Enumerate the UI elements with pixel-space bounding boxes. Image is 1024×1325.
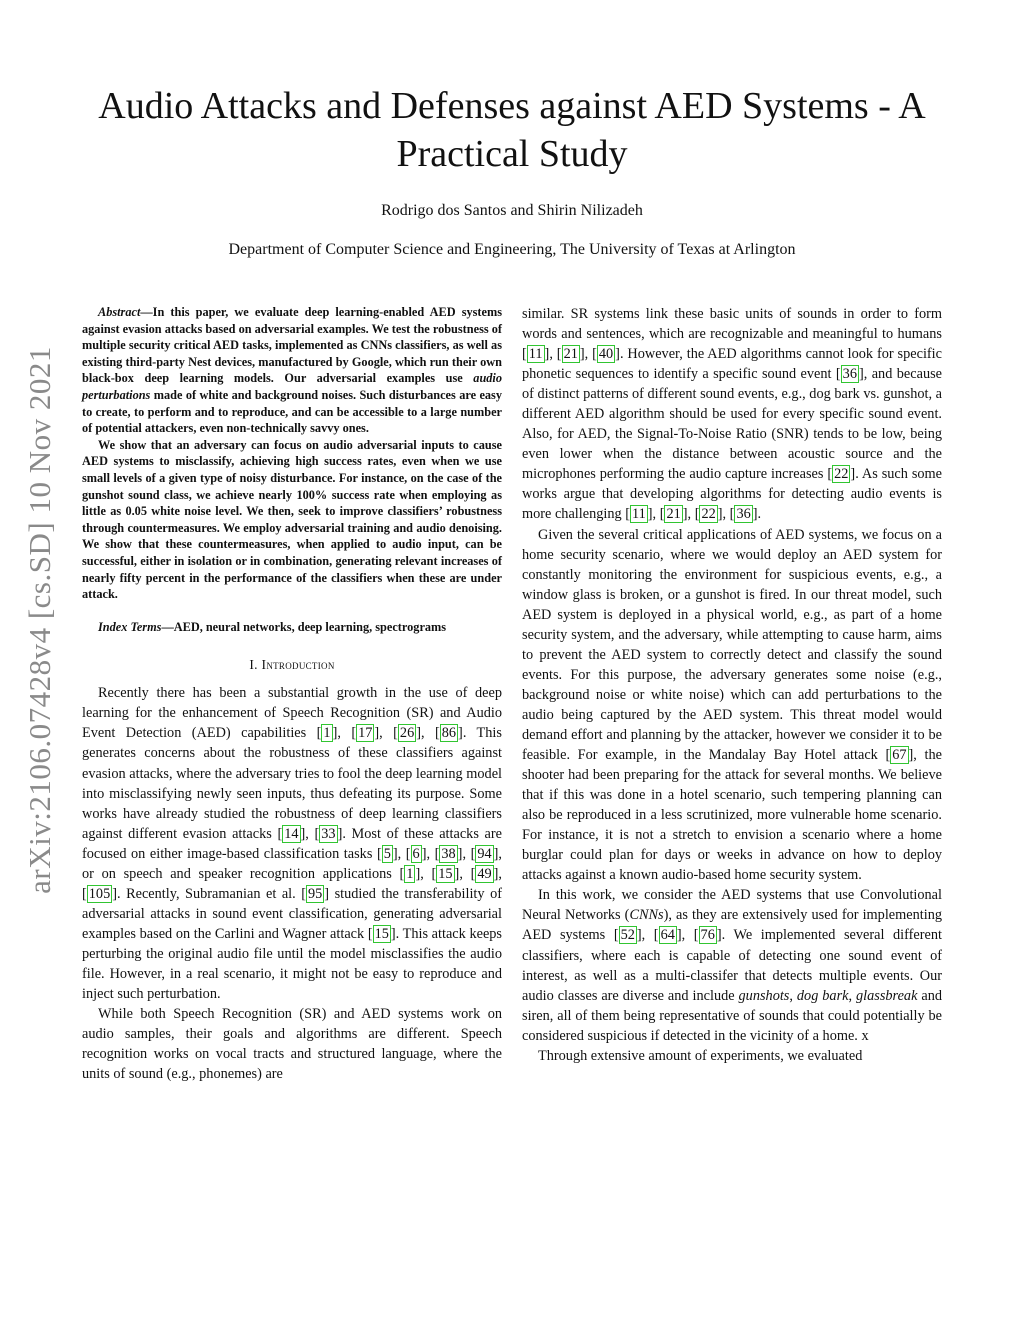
abstract-text-2: made of white and background noises. Such disturbances are easy to create, to perform and to reproduce, and can be accessible to a large number of potential attackers, even non-technically savvy ones.	[82, 387, 502, 436]
citation-link[interactable]: 15	[438, 865, 453, 882]
citation-link[interactable]: 11	[632, 506, 646, 523]
citation-link[interactable]: 33	[321, 825, 336, 842]
abstract-label: Abstract	[98, 305, 141, 319]
right-column	[522, 304, 942, 1066]
citation-link[interactable]: 11	[528, 346, 543, 363]
citation-link[interactable]: 105	[88, 885, 111, 902]
intro-paragraph-5: In this work, we consider the AED systems that use Convolutional Neural Networks (CNNs), as they are extensively used for implementing AED systems [ 52 ], [ 64 ], [ 76 ]. We implemented several different classifiers, where each is capable of detecting one sound event of interest, as well as a multi-classifer that detects multiple events. Our audio classes are diverse and include gunshots, dog bark, glassbreak and siren, all of them being representative of sounds that could potentially be considered suspicious if detected in the vicinity of a home. x	[522, 887, 943, 1044]
emphasis-text: dog bark	[796, 987, 849, 1004]
arxiv-stamp: arXiv:2106.07428v4 [cs.SD] 10 Nov 2021	[22, 346, 57, 894]
citation-link[interactable]: 1	[323, 725, 331, 742]
citation-link[interactable]: 17	[358, 725, 373, 742]
emphasis-text: CNNs	[629, 907, 664, 924]
citation-link[interactable]: 36	[842, 366, 857, 383]
citation-link[interactable]: 26	[399, 725, 415, 742]
abstract-paragraph-2: We show that an adversary can focus on audio adversarial inputs to cause AED systems to misclassify, achieving high success rates, even when we use small levels of a given type of noisy disturbance. For instance, on the case of the gunshot sound class, we achieve nearly 100% success rate when employing as little as 0.05 white noise level. We then, seek to improve classifiers’ robustness through countermeasures. We employ adversarial training and audio denoising. We show that these countermeasures, when applied to audio input, can be successful, either in isolation or in combination, generating relevant increases of nearly fifty percent in the performance of the classifiers when these are under attack.	[82, 437, 502, 602]
emphasis-text: glassbreak	[856, 987, 918, 1004]
emphasis-text: gunshots	[738, 987, 790, 1004]
citation-link[interactable]: 86	[441, 725, 457, 742]
intro-paragraph-4: Given the several critical applications of AED systems, we focus on a home security scenario, where we would deploy an AED system for constantly monitoring the environment for suspicious events, e.g., a window glass is broken, or a gunshot is fired. In our threat model, such AED system is deployed in a physical world, e.g., as part of a home security system, and the adversary, while attempting to cause harm, aims to prevent the AED system to correctly detect and classify the sound events. For this purpose, the adversary generates some noise (e.g., background noise or white noise) which can add perturbations to the audio being captured by the AED system. This threat model would demand effort and planning by the attacker, however we consider it to be feasible. For example, in the Mandalay Bay Hotel attack [ 67 ], the shooter had been preparing for the attack for several months. We believe that if this was done in a hotel scenario, such tempering planning can also be reproduced in a less scrutinized, more vulnerable home scenario. For instance, it is not a stretch to envision a scenario where a home burglar could plan for days or weeks in advance on how to deploy attacks against a known audio-based home security system.	[522, 526, 942, 884]
citation-link[interactable]: 49	[477, 865, 492, 882]
intro-paragraph-3: similar. SR systems link these basic units of sounds in order to form words and sentences, which are recognizable and meaningful to humans [ 11 ], [ 21 ], [ 40 ]. However, the AED algorithms cannot look for specific phonetic sequences to identify a specific sound event [ 36 ], and because of distinct patterns of different sound events, e.g., dog bark vs. gunshot, a different AED algorithm should be used for every specific sound event. Also, for AED, the Signal-To-Noise Ratio (SNR) tends to be low, being even lower when the distance between acoustic source and the microphones performing the audio capture increases [ 22 ]. As such some works argue that developing algorithms for detecting audio events is more challenging [ 11 ], [ 21 ], [ 22 ], [ 36 ].	[522, 306, 942, 523]
abstract-emphasis: audio perturbations	[82, 371, 502, 402]
citation-link[interactable]: 15	[374, 925, 389, 942]
citation-link[interactable]: 38	[441, 845, 456, 862]
citation-link[interactable]: 14	[284, 825, 299, 842]
intro-paragraph-2: While both Speech Recognition (SR) and AED systems work on audio samples, their goals and algorithms are different. Speech recognition works on vocal tracts and structured language, where the units of sound (e.g., phonemes) are	[82, 1006, 502, 1083]
index-terms-text: AED, neural networks, deep learning, spectrograms	[173, 619, 447, 634]
citation-link[interactable]: 94	[477, 845, 492, 862]
index-terms-label: Index Terms	[98, 619, 162, 634]
intro-paragraph-1: Recently there has been a substantial growth in the use of deep learning for the enhancement of Speech Recognition (SR) and Audio Event Detection (AED) capabilities [ 1 ], [ 17 ], [ 26 ], [ 86 ]. This generates concerns about the robustness of these classifiers against evasion attacks, where the adversary tries to fool the deep learning model into misclassifying newly seen inputs, thus defeating its purpose. Some works have already studied the robustness of deep learning classifiers against different evasion attacks [ 14 ], [ 33 ]. Most of these attacks are focused on either image-based classification tasks [ 5 ], [ 6 ], [ 38 ], [ 94 ], or on speech and speaker recognition applications [ 1 ], [ 15 ], [ 49 ], [ 105 ]. Recently, Subramanian et al. [ 95 ] studied the transferability of adversarial attacks in sound event classification, generating adversarial examples based on the Carlini and Wagner attack [ 15 ]. This attack keeps perturbing the original audio file until the model misclassifies the audio file. However, in a real scenario, it might not be easy to reproduce and inject such perturbation.	[82, 685, 503, 1003]
intro-paragraph-6: Through extensive amount of experiments, we evaluated	[538, 1047, 863, 1064]
citation-link[interactable]: 95	[308, 885, 323, 902]
citation-link[interactable]: 76	[700, 927, 715, 944]
citation-link[interactable]: 22	[701, 506, 716, 523]
citation-link[interactable]: 64	[660, 927, 675, 944]
citation-link[interactable]: 5	[383, 845, 391, 862]
citation-link[interactable]: 40	[598, 346, 614, 363]
affiliation: Department of Computer Science and Engineering, The University of Texas at Arlington	[228, 241, 796, 258]
citation-link[interactable]: 21	[666, 506, 681, 523]
abstract: Abstract—In this paper, we evaluate deep learning-enabled AED systems against evasion attacks based on adversarial examples. We test the robustness of multiple security critical AED tasks, implemented as CNNs classifiers, as well as existing third-party Nest devices, manufactured by Google, which run their own black-box deep learning models. Our adversarial examples use audio perturbations made of white and background noises. Such disturbances are easy to create, to perform and to reproduce, and can be accessible to a large number of potential attackers, even non-technically savvy ones. We show that an adversary can focus on audio adversarial inputs to cause AED systems to misclassify, achieving high success rates, even when we use small levels of a given type of noisy disturbance. For instance, on the case of the gunshot sound class, we achieve nearly 100% success rate when employing as little as 0.05 white noise level. We then, seek to improve classifiers’ robustness through countermeasures. We employ adversarial training and audio denoising. We show that these countermeasures, when applied to audio input, can be successful, either in isolation or in combination, generating relevant increases of nearly fifty percent in the performance of the classifiers when these are under attack. Index Terms—AED, neural networks, deep learning, spectrograms	[82, 305, 502, 634]
citation-link[interactable]: 22	[834, 466, 849, 483]
citation-link[interactable]: 36	[736, 506, 751, 523]
citation-link[interactable]: 52	[620, 927, 635, 944]
citation-link[interactable]: 1	[406, 865, 414, 882]
authors: Rodrigo dos Santos and Shirin Nilizadeh	[381, 202, 643, 219]
citation-link[interactable]: 67	[892, 747, 907, 764]
left-column	[82, 304, 502, 1084]
section-heading: I. Introduction	[249, 657, 335, 673]
citation-link[interactable]: 6	[412, 845, 420, 862]
abstract-text: In this paper, we evaluate deep learning-enabled AED systems against evasion attacks based on adversarial examples. We test the robustness of multiple security critical AED tasks, implemented as CNNs classifiers, as well as existing third-party Nest devices, manufactured by Google, which run their own black-box deep learning models. Our adversarial examples use	[82, 305, 502, 386]
paper-title: Audio Attacks and Defenses against AED Systems - A Practical Study	[98, 85, 926, 175]
citation-link[interactable]: 21	[563, 346, 578, 363]
